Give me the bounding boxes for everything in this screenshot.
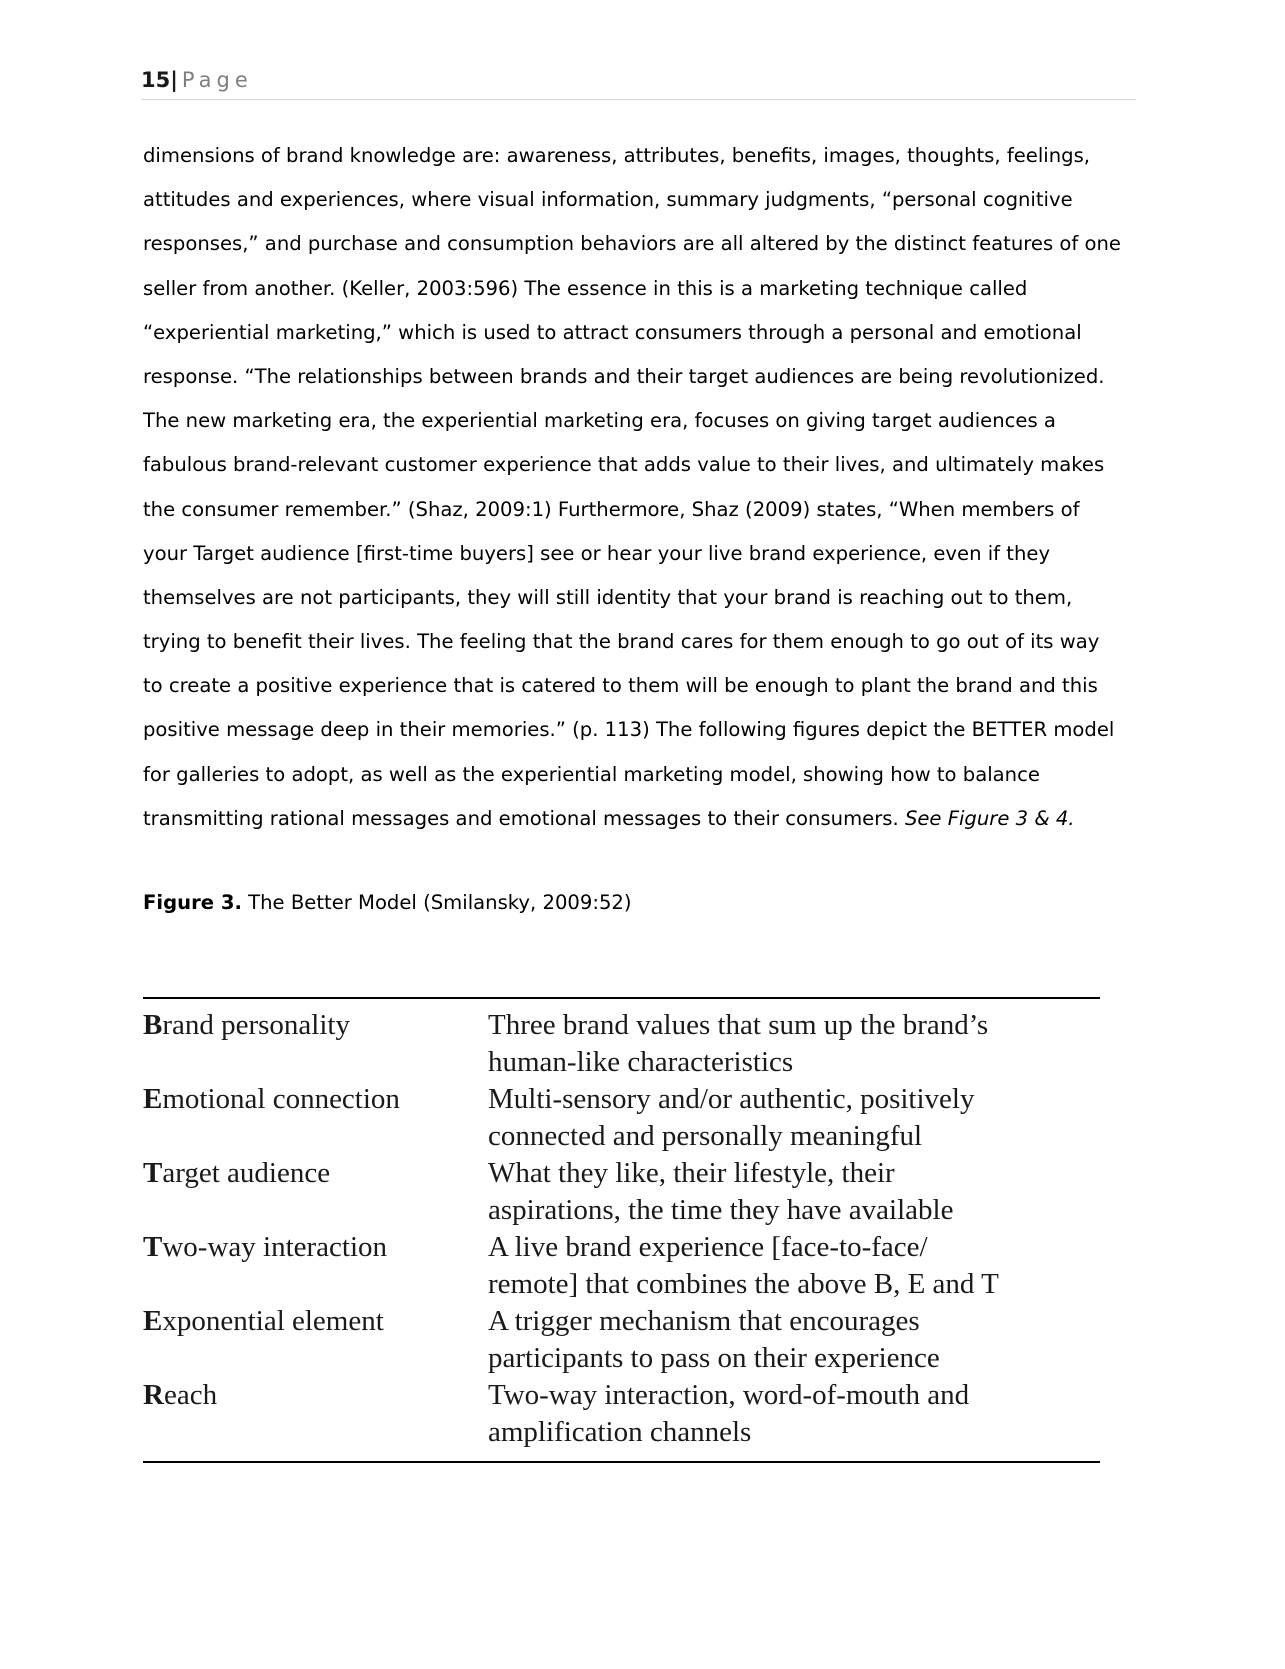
body-line: response. “The relationships between brands and their target audiences are being revolutionized.: [143, 364, 1105, 388]
description-line: connected and personally meaningful: [488, 1120, 923, 1152]
term-rest: arget audience: [162, 1157, 331, 1189]
term-initial: T: [143, 1231, 163, 1263]
body-paragraph: [143, 134, 1143, 841]
term-initial: B: [143, 1009, 163, 1041]
term-rest: wo-way interaction: [162, 1231, 388, 1263]
page-number-value: 15|: [141, 68, 178, 92]
table-row: [143, 1081, 1100, 1155]
model-description: [488, 1007, 1100, 1081]
body-line: to create a positive experience that is catered to them will be enough to plant the brand and this: [143, 674, 1098, 698]
model-description: [488, 1303, 1100, 1377]
term-initial: T: [143, 1157, 163, 1189]
description-line: What they like, their lifestyle, their: [488, 1157, 895, 1189]
model-term: [143, 1377, 488, 1414]
figure-title: The Better Model: [241, 891, 424, 914]
model-description: [488, 1155, 1100, 1229]
body-line: the consumer remember.” (Shaz, 2009:1) Furthermore, Shaz (2009) states, “When members of: [143, 497, 1080, 521]
term-rest: motional connection: [162, 1083, 400, 1115]
body-line: positive message deep in their memories.” (p. 113) The following figures depict the BETTER model: [143, 718, 1115, 742]
figure-caption: [143, 891, 632, 914]
description-line: amplification channels: [488, 1416, 752, 1448]
term-initial: E: [143, 1083, 163, 1115]
model-term: [143, 1229, 488, 1266]
body-line: responses,” and purchase and consumption behaviors are all altered by the distinct features of one: [143, 232, 1121, 256]
table-row: [143, 1303, 1100, 1377]
model-description: [488, 1229, 1100, 1303]
term-rest: each: [163, 1379, 218, 1411]
body-line: themselves are not participants, they will still identity that your brand is reaching out to them,: [143, 585, 1073, 609]
model-description: [488, 1377, 1100, 1451]
model-term: [143, 1303, 488, 1340]
body-line: seller from another. (Keller, 2003:596) The essence in this is a marketing technique called: [143, 276, 1028, 300]
figure-citation: (Smilansky, 2009:52): [423, 891, 632, 914]
description-line: remote] that combines the above B, E and T: [488, 1268, 999, 1300]
body-line: “experiential marketing,” which is used to attract consumers through a personal and emotional: [143, 320, 1082, 344]
model-term: [143, 1155, 488, 1192]
table-row: [143, 1155, 1100, 1229]
table-row: [143, 1229, 1100, 1303]
description-line: human-like characteristics: [488, 1046, 794, 1078]
better-model-table: [143, 997, 1100, 1463]
body-line-last: [143, 797, 1143, 841]
term-rest: rand personality: [162, 1009, 350, 1041]
body-line: The new marketing era, the experiential marketing era, focuses on giving target audiences a: [143, 409, 1056, 433]
body-line: trying to benefit their lives. The feeling that the brand cares for them enough to go out of its way: [143, 630, 1100, 654]
page-header: [141, 64, 1136, 100]
model-term: [143, 1081, 488, 1118]
table-row: [143, 1377, 1100, 1451]
model-term: [143, 1007, 488, 1044]
description-line: A trigger mechanism that encourages: [488, 1305, 920, 1337]
body-last-text: transmitting rational messages and emotional messages to their consumers.: [143, 806, 905, 830]
term-initial: R: [143, 1379, 164, 1411]
body-line: your Target audience [first-time buyers] see or hear your live brand experience, even if they: [143, 541, 1051, 565]
figure-reference: See Figure 3 & 4.: [904, 806, 1075, 830]
table-row: [143, 1007, 1100, 1081]
description-line: Multi-sensory and/or authentic, positively: [488, 1083, 975, 1115]
term-rest: xponential element: [162, 1305, 384, 1337]
body-line: fabulous brand-relevant customer experience that adds value to their lives, and ultimately makes: [143, 453, 1105, 477]
description-line: aspirations, the time they have available: [488, 1194, 954, 1226]
figure-label: Figure 3.: [143, 891, 242, 914]
body-line: attitudes and experiences, where visual information, summary judgments, “personal cognitive: [143, 188, 1073, 212]
term-initial: E: [143, 1305, 163, 1337]
body-line: for galleries to adopt, as well as the experiential marketing model, showing how to balance: [143, 762, 1040, 786]
body-line: dimensions of brand knowledge are: awareness, attributes, benefits, images, thoughts, feelings,: [143, 144, 1091, 167]
description-line: participants to pass on their experience: [488, 1342, 940, 1374]
model-description: [488, 1081, 1100, 1155]
page-word: Page: [181, 68, 253, 92]
description-line: Two-way interaction, word-of-mouth and: [488, 1379, 970, 1411]
description-line: Three brand values that sum up the brand’s: [488, 1009, 989, 1041]
page-number: [141, 68, 253, 92]
description-line: A live brand experience [face-to-face/: [488, 1231, 928, 1263]
